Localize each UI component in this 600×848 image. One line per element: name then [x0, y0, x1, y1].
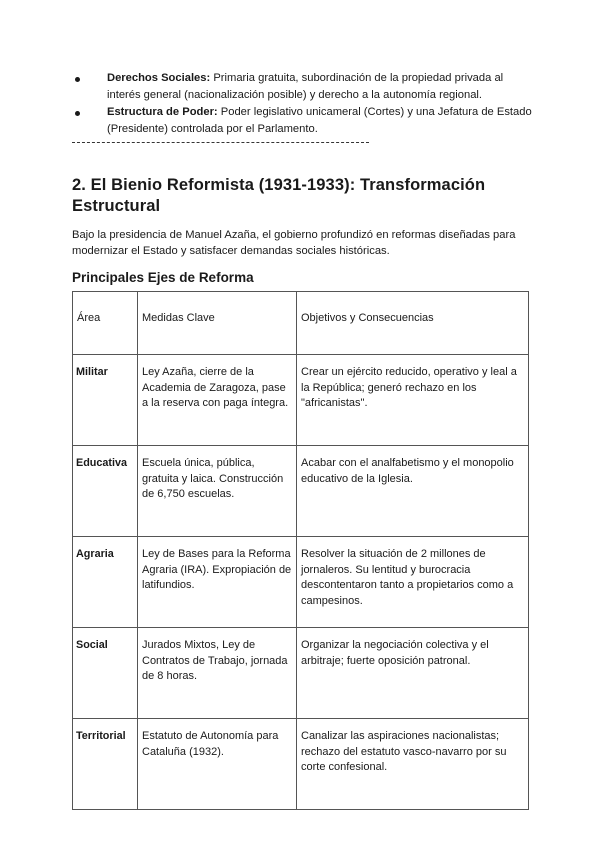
table-row	[73, 719, 529, 810]
cell-area: Agraria	[73, 537, 138, 628]
cell-area: Territorial	[73, 719, 138, 810]
cell-objectives: Organizar la negociación colectiva y el arbitraje; fuerte oposición patronal.	[297, 628, 529, 719]
list-item	[72, 70, 532, 104]
table-header-row	[73, 292, 529, 355]
bullet-list	[72, 70, 532, 138]
table-row	[73, 628, 529, 719]
bullet-label: Derechos Sociales:	[107, 72, 211, 84]
cell-measures: Ley de Bases para la Reforma Agraria (IRA). Expropiación de latifundios.	[138, 537, 297, 628]
dashed-divider	[72, 142, 369, 143]
section-heading: 2. El Bienio Reformista (1931-1933): Transformación Estructural	[72, 176, 486, 215]
table-row	[73, 537, 529, 628]
cell-objectives: Acabar con el analfabetismo y el monopolio educativo de la Iglesia.	[297, 446, 529, 537]
cell-objectives: Resolver la situación de 2 millones de jornaleros. Su lentitud y burocracia descontentaron tanto a propietarios como a campesinos.	[297, 537, 529, 628]
cell-measures: Ley Azaña, cierre de la Academia de Zaragoza, pase a la reserva con paga íntegra.	[138, 355, 297, 446]
header-cell-objectives: Objetivos y Consecuencias	[297, 292, 529, 355]
cell-measures: Estatuto de Autonomía para Cataluña (1932).	[138, 719, 297, 810]
cell-measures: Escuela única, pública, gratuita y laica. Construcción de 6,750 escuelas.	[138, 446, 297, 537]
cell-measures: Jurados Mixtos, Ley de Contratos de Trabajo, jornada de 8 horas.	[138, 628, 297, 719]
bullet-icon	[75, 77, 80, 82]
section-intro: Bajo la presidencia de Manuel Azaña, el gobierno profundizó en reformas diseñadas para modernizar el Estado y satisfacer demandas sociales históricas.	[72, 229, 516, 257]
table-heading: Principales Ejes de Reforma	[72, 270, 254, 285]
bullet-label: Estructura de Poder:	[107, 106, 218, 118]
list-item	[72, 104, 532, 138]
bullet-icon	[75, 111, 80, 116]
table-row	[73, 355, 529, 446]
cell-area: Militar	[73, 355, 138, 446]
table-row	[73, 446, 529, 537]
bullet-text: Poder legislativo unicameral (Cortes) y una Jefatura de Estado (Presidente) controlada por el Parlamento.	[107, 106, 532, 135]
bullet-text: Primaria gratuita, subordinación de la propiedad privada al interés general (nacionalización posible) y derecho a la autonomía regional.	[107, 72, 504, 101]
cell-area: Social	[73, 628, 138, 719]
reform-table	[72, 291, 529, 810]
cell-objectives: Crear un ejército reducido, operativo y leal a la República; generó rechazo en los "africanistas".	[297, 355, 529, 446]
cell-objectives: Canalizar las aspiraciones nacionalistas; rechazo del estatuto vasco-navarro por su corte confesional.	[297, 719, 529, 810]
header-cell-area: Área	[73, 292, 138, 355]
cell-area: Educativa	[73, 446, 138, 537]
header-cell-measures: Medidas Clave	[138, 292, 297, 355]
